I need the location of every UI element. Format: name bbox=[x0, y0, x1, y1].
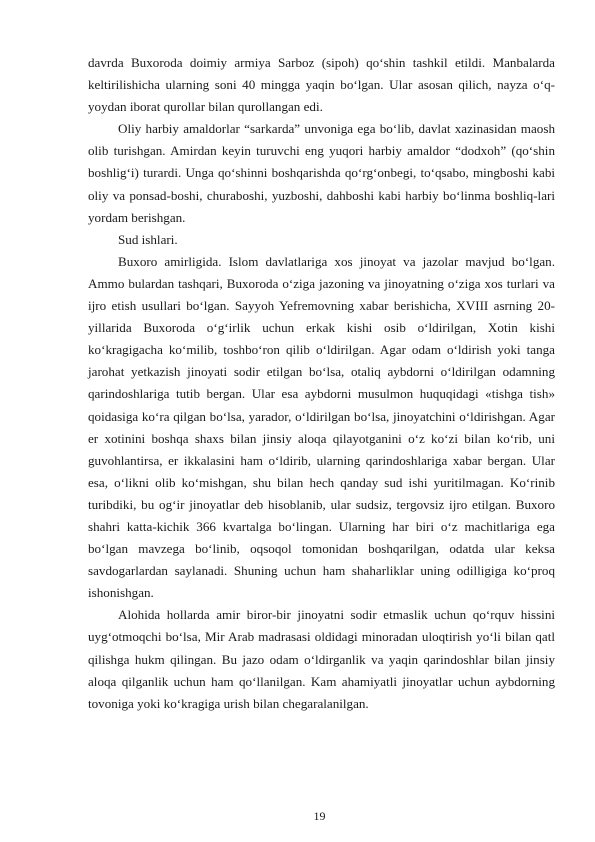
section-heading-courts: Sud ishlari. bbox=[118, 231, 178, 247]
paragraph-continuation: davrda Buxoroda doimiy armiya Sarboz (sipoh) qo‘shin tashkil etildi. Manbalarda keltirilishicha ularning soni 40 mingga yaqin bo‘lgan. Ular asosan qilich, nayza o‘q-yoydan iborat qurollar bilan qurollangan edi. bbox=[88, 55, 555, 115]
document-body bbox=[88, 52, 555, 715]
paragraph-crimes-punishments: Buxoro amirligida. Islom davlatlariga xos jinoyat va jazolar mavjud bo‘lgan. Ammo bulardan tashqari, Buxoroda o‘ziga jazoning va jinoyatning o‘ziga xos turlari va ijro etish usullari bo‘lgan. Sayyoh Yefremovning xabar berishicha, XVIII asrning 20-yillarida Buxoroda o‘g‘irlik uchun erkak kishi osib o‘ldirilgan, Xotin kishi ko‘kragigacha ko‘milib, toshbo‘ron qilib o‘ldirilgan. Agar odam o‘ldirish yoki tanga jarohat yetkazish jinoyati sodir etilgan bo‘lsa, otaliq aybdorni o‘ldirilgan odamning qarindoshlariga tutib bergan. Ular esa aybdorni musulmon huquqidagi «tishga tish» qoidasiga ko‘ra qilgan bo‘lsa, yarador, o‘ldirilgan bo‘lsa, jinoyatchini o‘ldirishgan. Agar er xotinini boshqa shaxs bilan jinsiy aloqa qilayotganini o‘z ko‘zi bilan ko‘rib, uni guvohlantirsa, er ikkalasini ham o‘ldirib, ularning qarindoshlariga xabar bergan. Ular esa, o‘likni olib ko‘mishgan, shu bilan hech qanday sud ishi yuritilmagan. Ko‘rinib turibdiki, bu og‘ir jinoyatlar deb hisoblanib, ular sudsiz, tergovsiz ijro etilgan. Buxoro shahri katta-kichik 366 kvartalga bo‘lingan. Ularning har biri o‘z machitlariga ega bo‘lgan mavzega bo‘linib, oqsoqol tomonidan boshqarilgan, odatda ular keksa savdogarlardan saylanadi. Shuning uchun ham shaharliklar uning odilligiga ko‘proq ishonishgan. bbox=[88, 253, 555, 601]
paragraph-military-officials: Oliy harbiy amaldorlar “sarkarda” unvoniga ega bo‘lib, davlat xazinasidan maosh olib turishgan. Amirdan keyin turuvchi eng yuqori harbiy amaldor “dodxoh” (qo‘shin boshlig‘i) turardi. Unga qo‘shinni boshqarishda qo‘rg‘onbegi, to‘qsabo, mingboshi kabi oliy va ponsad-boshi, churaboshi, yuzboshi, dahboshi kabi harbiy bo‘linma boshliq-lari yordam berishgan. bbox=[88, 121, 555, 225]
paragraph-special-cases: Alohida hollarda amir biror-bir jinoyatni sodir etmaslik uchun qo‘rquv hissini uyg‘otmoqchi bo‘lsa, Mir Arab madrasasi oldidagi minoradan uloqtirish yo‘li bilan qatl qilishga hukm qilingan. Bu jazo odam o‘ldirganlik va yaqin qarindoshlar bilan jinsiy aloqa qilganlik uchun ham qo‘llanilgan. Kam ahamiyatli jinoyatlar uchun aybdorning tovoniga yoki ko‘kragiga urish bilan chegaralanilgan. bbox=[88, 607, 555, 711]
page-number-text: 19 bbox=[313, 809, 326, 823]
page-number bbox=[0, 808, 595, 824]
